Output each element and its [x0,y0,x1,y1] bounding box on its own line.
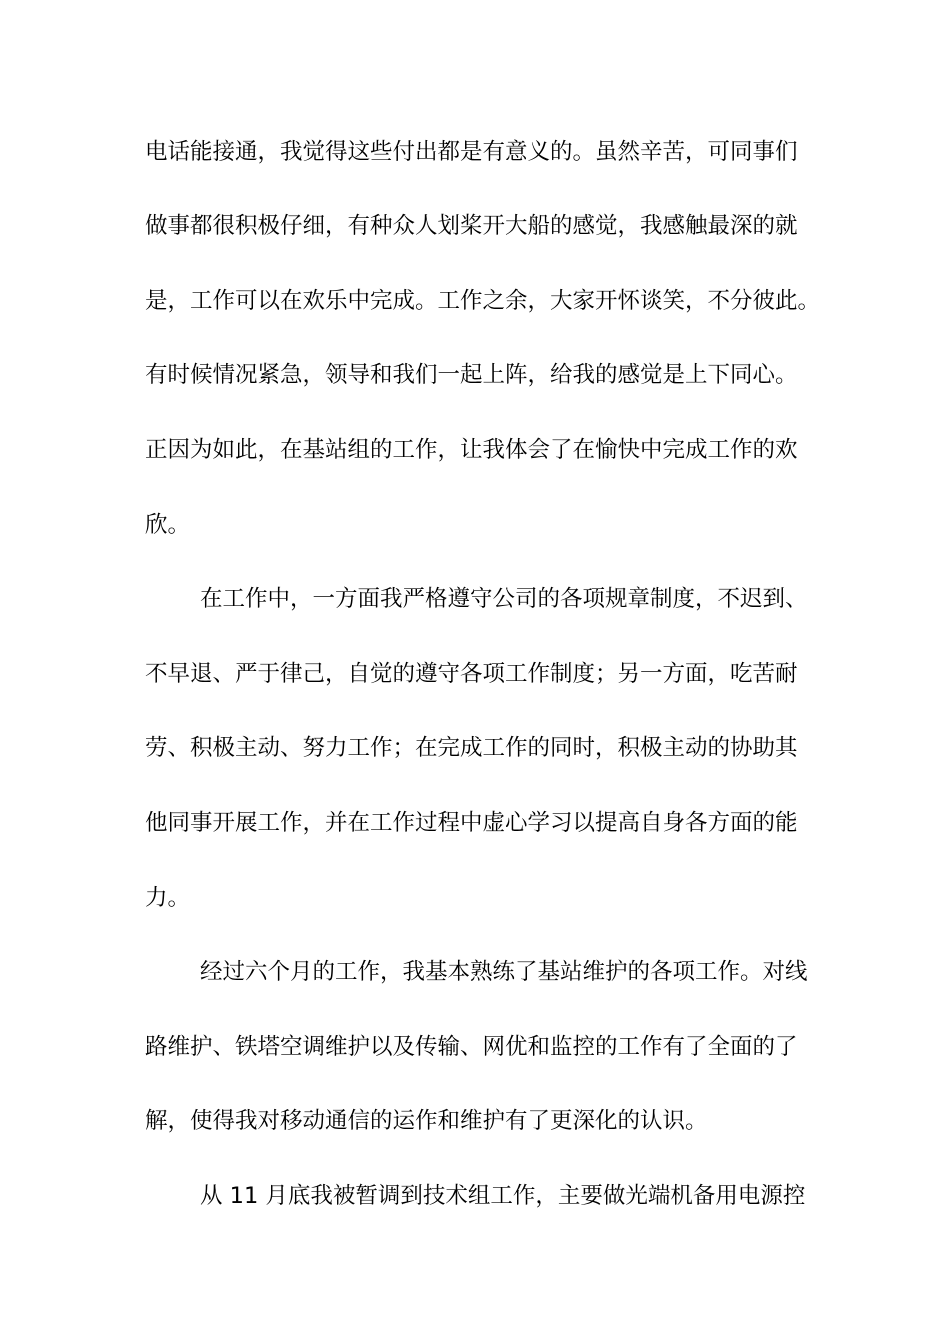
paragraph-line: 有时候情况紧急，领导和我们一起上阵，给我的感觉是上下同心。 [145,362,798,388]
paragraph-line: 欣。 [145,512,191,538]
paragraph-line: 做事都很积极仔细，有种众人划桨开大船的感觉，我感触最深的就 [145,213,798,239]
paragraph-line: 他同事开展工作，并在工作过程中虚心学习以提高自身各方面的能 [145,810,798,836]
paragraph-line: 力。 [145,885,191,911]
paragraph-line: 不早退、严于律己，自觉的遵守各项工作制度；另一方面，吃苦耐 [145,661,798,687]
paragraph-line: 从 11 月底我被暂调到技术组工作，主要做光端机备用电源控 [200,1183,806,1209]
paragraph-line: 解，使得我对移动通信的运作和维护有了更深化的认识。 [145,1108,708,1134]
paragraph-line: 劳、积极主动、努力工作；在完成工作的同时，积极主动的协助其 [145,735,798,761]
paragraph-line: 电话能接通，我觉得这些付出都是有意义的。虽然辛苦，可同事们 [145,139,798,165]
paragraph-line: 在工作中，一方面我严格遵守公司的各项规章制度，不迟到、 [200,586,808,612]
paragraph-line: 正因为如此，在基站组的工作，让我体会了在愉快中完成工作的欢 [145,437,798,463]
paragraph-line: 经过六个月的工作，我基本熟练了基站维护的各项工作。对线 [200,959,808,985]
paragraph-line: 是，工作可以在欢乐中完成。工作之余，大家开怀谈笑，不分彼此。 [145,288,821,314]
paragraph-line: 路维护、铁塔空调维护以及传输、网优和监控的工作有了全面的了 [145,1034,798,1060]
